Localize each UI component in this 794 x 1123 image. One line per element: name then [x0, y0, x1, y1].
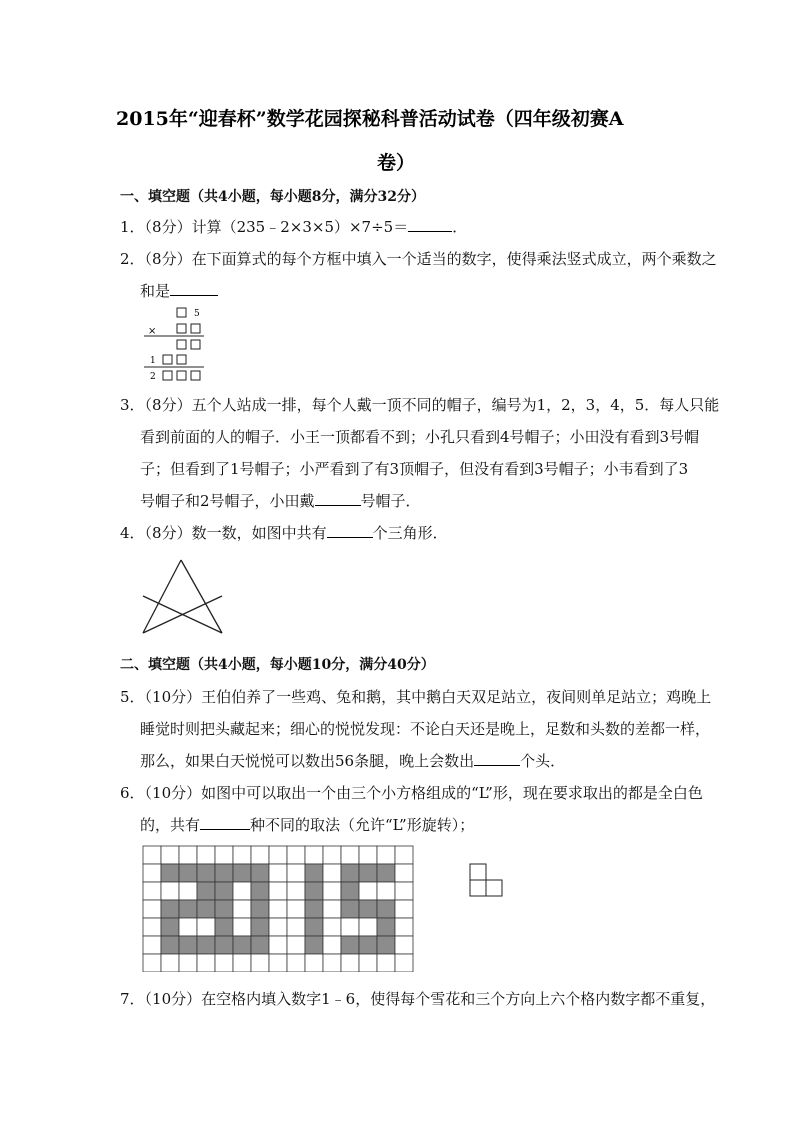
grid-cell-white	[287, 900, 305, 918]
grid-cell-white	[323, 936, 341, 954]
grid-cell-white	[269, 864, 287, 882]
grid-cell-white	[251, 846, 269, 864]
grid-cell-shaded	[161, 864, 179, 882]
question-6-text-b: 种不同的取法（允许“L”形旋转）；	[250, 816, 475, 834]
grid-cell-white	[143, 954, 161, 972]
grid-cell-white	[395, 936, 413, 954]
grid-cell-white	[305, 954, 323, 972]
grid-cell-shaded	[305, 936, 323, 954]
question-2-label: 和是	[140, 282, 171, 300]
grid-cell-white	[395, 900, 413, 918]
grid-cell-white	[161, 954, 179, 972]
answer-blank-1[interactable]	[408, 216, 452, 232]
grid-cell-shaded	[251, 882, 269, 900]
grid-cell-white	[269, 900, 287, 918]
grid-cell-shaded	[161, 900, 179, 918]
question-5-line-2: 睡觉时则把头藏起来；细心的悦悦发现：不论白天还是晚上，足数和头数的差都一样，	[140, 720, 711, 738]
grid-cell-shaded	[359, 936, 377, 954]
grid-cell-shaded	[161, 918, 179, 936]
multiplication-figure	[140, 306, 220, 386]
grid-cell-white	[269, 846, 287, 864]
grid-2015-figure	[140, 844, 416, 972]
question-2-line-2	[140, 280, 218, 301]
grid-cell-white	[377, 882, 395, 900]
grid-cell-shaded	[197, 900, 215, 918]
grid-cell-white	[287, 954, 305, 972]
question-4	[120, 522, 448, 543]
grid-cell-white	[341, 954, 359, 972]
grid-cell-white	[215, 954, 233, 972]
grid-cell-shaded	[305, 900, 323, 918]
answer-blank-2[interactable]	[170, 280, 218, 296]
l-shape-cell	[470, 864, 486, 880]
question-5-line-3	[140, 750, 565, 771]
grid-cell-shaded	[377, 918, 395, 936]
digit-2: 2	[150, 372, 156, 382]
grid-cell-white	[395, 846, 413, 864]
question-6-line-1: 6．（10分）如图中可以取出一个由三个小方格组成的“L”形，现在要求取出的都是全白色	[120, 784, 703, 802]
question-3-line-1: 3．（8分）五个人站成一排，每个人戴一顶不同的帽子，编号为1，2，3，4，5．每人只能	[120, 396, 720, 414]
question-4-text-b: 个三角形．	[372, 524, 448, 542]
grid-cell-shaded	[215, 936, 233, 954]
section-heading-2: 二、填空题（共4小题，每小题10分，满分40分）	[120, 657, 435, 673]
page-title-continued: 卷）	[377, 152, 416, 174]
grid-cell-white	[179, 918, 197, 936]
digit-box	[177, 355, 186, 364]
grid-cell-shaded	[377, 900, 395, 918]
grid-cell-shaded	[251, 918, 269, 936]
grid-cell-shaded	[197, 864, 215, 882]
grid-cell-shaded	[359, 864, 377, 882]
grid-cell-white	[143, 900, 161, 918]
grid-cell-white	[323, 882, 341, 900]
grid-cell-shaded	[179, 864, 197, 882]
grid-cell-white	[143, 936, 161, 954]
grid-cell-white	[215, 846, 233, 864]
digit-box	[177, 340, 186, 349]
grid-cell-white	[377, 954, 395, 972]
question-1-end: ．	[452, 218, 468, 236]
grid-cell-white	[359, 954, 377, 972]
l-shape-cell	[486, 880, 502, 896]
question-7-line-1: 7．（10分）在空格内填入数字1﹣6，使得每个雪花和三个方向上六个格内数字都不重复，	[120, 990, 716, 1008]
grid-cell-white	[161, 882, 179, 900]
grid-cell-white	[161, 846, 179, 864]
grid-cell-white	[233, 882, 251, 900]
grid-cell-shaded	[305, 864, 323, 882]
answer-blank-4[interactable]	[327, 522, 373, 538]
grid-cell-white	[233, 918, 251, 936]
question-3-text-b: 号帽子．	[360, 492, 421, 510]
digit-box	[177, 324, 186, 333]
grid-cell-shaded	[215, 900, 233, 918]
grid-cell-white	[143, 864, 161, 882]
grid-cell-shaded	[251, 864, 269, 882]
question-3-line-2: 看到前面的人的帽子．小王一顶都看不到；小孔只看到4号帽子；小田没有看到3号帽	[140, 428, 700, 446]
digit-box	[191, 371, 200, 380]
grid-cell-white	[269, 954, 287, 972]
grid-cell-shaded	[215, 918, 233, 936]
grid-cell-shaded	[251, 900, 269, 918]
section-heading-1: 一、填空题（共4小题，每小题8分，满分32分）	[120, 189, 425, 205]
grid-cell-white	[179, 846, 197, 864]
multiply-sign: ×	[148, 326, 157, 337]
grid-cell-shaded	[215, 864, 233, 882]
grid-cell-white	[287, 846, 305, 864]
grid-cell-white	[179, 954, 197, 972]
grid-cell-white	[359, 882, 377, 900]
grid-cell-white	[269, 882, 287, 900]
question-4-text-a: 4．（8分）数一数，如图中共有	[120, 524, 327, 542]
l-shape-cell	[470, 880, 486, 896]
grid-cell-shaded	[377, 864, 395, 882]
grid-cell-white	[341, 918, 359, 936]
grid-cell-white	[143, 846, 161, 864]
grid-cell-white	[179, 882, 197, 900]
grid-cell-shaded	[197, 882, 215, 900]
grid-cell-white	[395, 864, 413, 882]
digit-1: 1	[150, 356, 156, 366]
grid-cell-white	[323, 846, 341, 864]
grid-cell-white	[251, 954, 269, 972]
grid-cell-shaded	[179, 936, 197, 954]
grid-cell-white	[143, 882, 161, 900]
grid-cell-white	[269, 936, 287, 954]
grid-cell-shaded	[359, 900, 377, 918]
digit-box	[191, 324, 200, 333]
page-title: 2015年“迎春杯”数学花园探秘科普活动试卷（四年级初赛A	[116, 108, 624, 130]
grid-cell-shaded	[341, 882, 359, 900]
grid-cell-shaded	[233, 864, 251, 882]
answer-blank-5[interactable]	[474, 750, 520, 766]
grid-cell-white	[233, 954, 251, 972]
grid-cell-shaded	[161, 936, 179, 954]
grid-cell-shaded	[305, 882, 323, 900]
grid-cell-white	[341, 846, 359, 864]
grid-cell-white	[197, 954, 215, 972]
grid-cell-white	[359, 918, 377, 936]
grid-cell-white	[323, 954, 341, 972]
answer-blank-6[interactable]	[200, 814, 250, 830]
grid-cell-white	[359, 846, 377, 864]
grid-cell-white	[323, 918, 341, 936]
grid-cell-white	[395, 954, 413, 972]
question-3-line-3: 子；但看到了1号帽子；小严看到了有3顶帽子，但没有看到3号帽子；小韦看到了3	[140, 460, 689, 478]
grid-cell-shaded	[215, 882, 233, 900]
grid-cell-white	[323, 864, 341, 882]
grid-cell-white	[143, 918, 161, 936]
grid-cell-white	[377, 846, 395, 864]
grid-cell-shaded	[305, 918, 323, 936]
grid-cell-white	[287, 864, 305, 882]
grid-cell-white	[233, 900, 251, 918]
digit-box	[191, 340, 200, 349]
question-2-line-1: 2．（8分）在下面算式的每个方框中填入一个适当的数字，使得乘法竖式成立，两个乘数之	[120, 250, 717, 268]
digit-box	[163, 355, 172, 364]
question-1	[120, 216, 467, 237]
question-3-line-4	[140, 490, 421, 511]
grid-cell-white	[323, 900, 341, 918]
grid-cell-shaded	[233, 936, 251, 954]
grid-cell-white	[269, 918, 287, 936]
figure-line	[181, 560, 222, 633]
grid-cell-shaded	[251, 936, 269, 954]
grid-cell-white	[197, 846, 215, 864]
question-5-text-b: 个头．	[520, 752, 566, 770]
grid-cell-white	[395, 918, 413, 936]
grid-cell-shaded	[341, 936, 359, 954]
question-5-line-1: 5．（10分）王伯伯养了一些鸡、兔和鹅，其中鹅白天双足站立，夜间则单足站立；鸡晚上	[120, 688, 712, 706]
grid-cell-white	[287, 936, 305, 954]
grid-cell-white	[287, 918, 305, 936]
grid-cell-white	[197, 918, 215, 936]
digit-box	[177, 308, 186, 317]
question-3-text-a: 号帽子和2号帽子，小田戴	[140, 492, 315, 510]
grid-cell-white	[233, 846, 251, 864]
grid-cell-white	[287, 882, 305, 900]
grid-cell-shaded	[341, 864, 359, 882]
grid-cell-shaded	[179, 900, 197, 918]
grid-cell-white	[395, 882, 413, 900]
grid-cell-shaded	[197, 936, 215, 954]
digit-box	[163, 371, 172, 380]
grid-cell-shaded	[341, 900, 359, 918]
l-shape-figure	[468, 862, 508, 902]
digit-box	[177, 371, 186, 380]
grid-cell-white	[305, 846, 323, 864]
question-1-text: 1．（8分）计算（235﹣2×3×5）×7÷5＝	[120, 218, 409, 236]
digit-5: 5	[194, 309, 200, 319]
question-5-text-a: 那么，如果白天悦悦可以数出56条腿，晚上会数出	[140, 752, 475, 770]
question-6-text-a: 的，共有	[140, 816, 201, 834]
question-6-line-2	[140, 814, 474, 835]
grid-cell-shaded	[377, 936, 395, 954]
triangle-figure	[138, 556, 238, 638]
answer-blank-3[interactable]	[315, 490, 361, 506]
figure-line	[143, 560, 181, 633]
